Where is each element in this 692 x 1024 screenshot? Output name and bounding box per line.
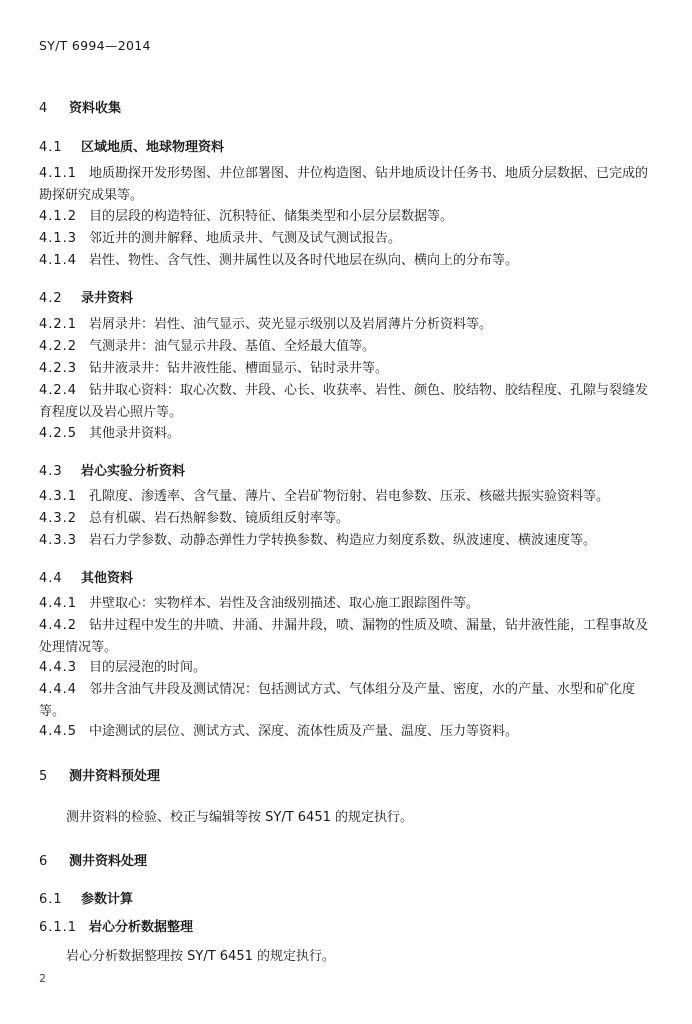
clause-number: 4.2.3 [39, 361, 78, 376]
heading-section-6-1 [39, 888, 133, 907]
clause-number: 4.4.5 [39, 724, 78, 739]
heading-title: 参数计算 [81, 892, 134, 907]
heading-number: 5 [39, 769, 49, 784]
page-header: SY/T 6994—2014 [39, 38, 151, 53]
clause-text: 气测录井：油气显示井段、基值、全烃最大值等。 [89, 339, 376, 354]
heading-number: 6.1 [39, 892, 63, 907]
heading-title: 录井资料 [81, 291, 134, 306]
clause-text: 钻井取心资料：取心次数、井段、心长、收获率、岩性、颜色、胶结物、胶结程度、孔隙与裂缝发育程度以及岩心照片等。 [39, 383, 649, 420]
clause-text: 岩石力学参数、动静态弹性力学转换参数、构造应力刻度系数、纵波速度、横波速度等。 [89, 533, 597, 548]
clause-4-4-4 [39, 679, 652, 723]
clause-number: 4.1.2 [39, 209, 78, 224]
clause-4-4-5 [39, 721, 652, 743]
heading-section-4 [39, 97, 121, 116]
heading-section-4-3 [39, 460, 185, 479]
heading-number: 4.1 [39, 140, 63, 155]
clause-number: 4.4.3 [39, 660, 78, 675]
clause-number: 4.4.4 [39, 682, 78, 697]
clause-4-2-3 [39, 358, 652, 380]
heading-title: 测井资料处理 [69, 854, 148, 869]
heading-number: 6 [39, 854, 49, 869]
heading-title: 岩心分析数据整理 [89, 920, 194, 935]
clause-number: 4.2.2 [39, 339, 78, 354]
clause-4-1-2 [39, 206, 652, 228]
clause-4-2-1 [39, 314, 652, 336]
clause-4-4-2 [39, 615, 652, 659]
heading-title: 测井资料预处理 [69, 769, 161, 784]
clause-number: 4.3.2 [39, 511, 78, 526]
clause-text: 邻近井的测井解释、地质录井、气测及试气测试报告。 [89, 231, 402, 246]
clause-text: 目的层段的构造特征、沉积特征、储集类型和小层分层数据等。 [89, 209, 454, 224]
clause-text: 地质勘探开发形势图、井位部署图、井位构造图、钻井地质设计任务书、地质分层数据、已完成的勘探研究成果等。 [39, 166, 649, 203]
heading-section-4-2 [39, 287, 133, 306]
heading-title: 岩心实验分析资料 [81, 464, 186, 479]
clause-4-2-4 [39, 380, 652, 424]
clause-text: 钻井液录井：钻井液性能、槽面显示、钻时录井等。 [89, 361, 389, 376]
heading-number: 4.2 [39, 291, 63, 306]
clause-number: 4.1.3 [39, 231, 78, 246]
heading-number: 4 [39, 101, 49, 116]
clause-text: 中途测试的层位、测试方式、深度、流体性质及产量、温度、压力等资料。 [89, 724, 519, 739]
clause-4-3-2 [39, 508, 652, 530]
clause-text: 目的层浸泡的时间。 [89, 660, 207, 675]
clause-number: 4.4.1 [39, 596, 78, 611]
heading-number: 4.3 [39, 464, 63, 479]
clause-4-3-3 [39, 530, 652, 552]
clause-4-4-1 [39, 593, 652, 615]
clause-number: 4.3.3 [39, 533, 78, 548]
page-number: 2 [39, 972, 46, 985]
heading-number: 4.4 [39, 571, 63, 586]
heading-section-6 [39, 850, 147, 869]
clause-text: 孔隙度、渗透率、含气量、薄片、全岩矿物衍射、岩电参数、压汞、核磁共振实验资料等。 [89, 489, 610, 504]
clause-number: 4.2.4 [39, 383, 78, 398]
clause-text: 岩屑录井：岩性、油气显示、荧光显示级别以及岩屑薄片分析资料等。 [89, 317, 493, 332]
clause-number: 4.1.1 [39, 166, 78, 181]
clause-text: 岩性、物性、含气性、测井属性以及各时代地层在纵向、横向上的分布等。 [89, 253, 519, 268]
clause-4-1-3 [39, 228, 652, 250]
heading-section-6-1-1 [39, 916, 193, 935]
heading-title: 其他资料 [81, 571, 134, 586]
clause-text: 井壁取心：实物样本、岩性及含油级别描述、取心施工跟踪图件等。 [89, 596, 480, 611]
clause-4-4-3 [39, 657, 652, 679]
heading-section-4-1 [39, 136, 224, 155]
clause-4-1-4 [39, 250, 652, 272]
heading-number: 6.1.1 [39, 920, 78, 935]
clause-text: 其他录井资料。 [89, 426, 181, 441]
heading-title: 资料收集 [69, 101, 122, 116]
clause-4-2-2 [39, 336, 652, 358]
clause-4-2-5 [39, 423, 652, 445]
clause-text: 总有机碳、岩石热解参数、镜质组反射率等。 [89, 511, 350, 526]
clause-text: 钻井过程中发生的井喷、井涌、井漏井段，喷、漏物的性质及喷、漏量，钻井液性能，工程事故及处理情况等。 [39, 618, 649, 655]
clause-4-3-1 [39, 486, 652, 508]
section-5-paragraph: 测井资料的检验、校正与编辑等按 SY/T 6451 的规定执行。 [66, 810, 413, 825]
clause-number: 4.3.1 [39, 489, 78, 504]
clause-4-1-1 [39, 163, 652, 207]
section-6-1-1-paragraph: 岩心分析数据整理按 SY/T 6451 的规定执行。 [66, 949, 335, 964]
clause-number: 4.1.4 [39, 253, 78, 268]
heading-title: 区域地质、地球物理资料 [81, 140, 225, 155]
clause-number: 4.2.1 [39, 317, 78, 332]
clause-text: 邻井含油气井段及测试情况：包括测试方式、气体组分及产量、密度，水的产量、水型和矿化度等。 [39, 682, 636, 719]
clause-number: 4.2.5 [39, 426, 78, 441]
clause-number: 4.4.2 [39, 618, 78, 633]
heading-section-5 [39, 765, 160, 784]
heading-section-4-4 [39, 567, 133, 586]
